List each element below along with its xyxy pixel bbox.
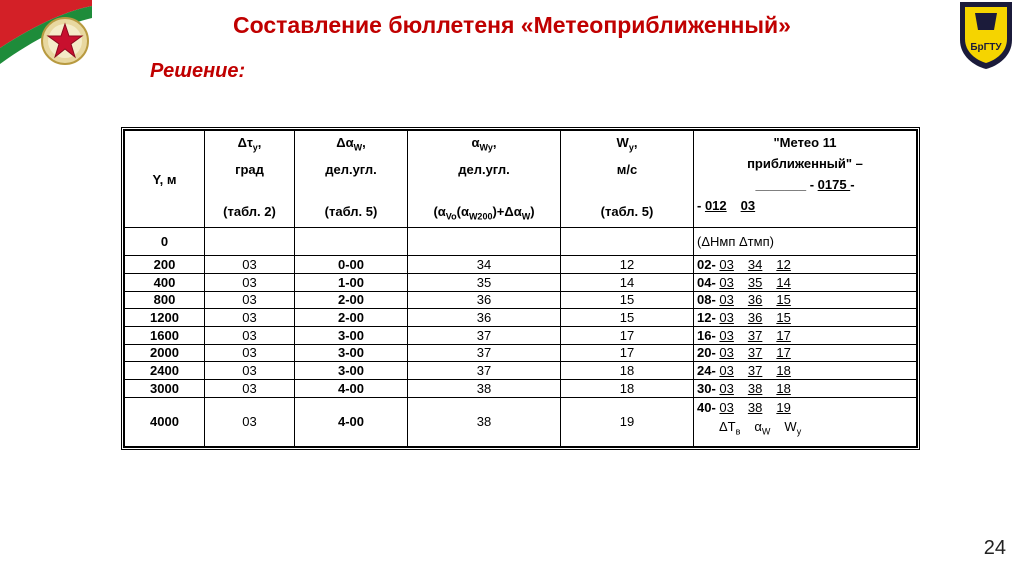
table-row	[125, 291, 917, 309]
table-row	[125, 228, 917, 256]
slide-title: Составление бюллетеня «Метеоприближенный»	[233, 12, 791, 38]
cell-height: 4000	[125, 397, 205, 446]
header-delta-temp: $\Delta\tau_y$, град (табл. 2)	[205, 131, 295, 228]
cell-meteo: 04- 03 35 14	[694, 273, 917, 291]
cell-delta-angle: 3-00	[295, 326, 408, 344]
solution-label: Решение:	[150, 60, 246, 82]
header-meteo-bulletin: "Метео 11 приближенный" – _______ - 0175 - - 012 03	[694, 131, 917, 228]
table-row	[125, 309, 917, 327]
cell-delta-temp: 03	[205, 309, 295, 327]
cell-delta-temp: 03	[205, 397, 295, 446]
table-row	[125, 326, 917, 344]
header-delta-angle: $\Delta\alpha_W$, дел.угл. (табл. 5)	[295, 131, 408, 228]
page-number: 24	[983, 537, 1006, 559]
table-row	[125, 362, 917, 380]
cell-delta-angle: 3-00	[295, 344, 408, 362]
cell-delta-temp: 03	[205, 256, 295, 274]
cell-wind-direction: 36	[408, 291, 561, 309]
table-row	[125, 397, 917, 446]
cell-wind-direction: 37	[408, 362, 561, 380]
cell-delta-temp: 03	[205, 379, 295, 397]
cell-wind-speed: 18	[561, 379, 694, 397]
cell-wind-direction: 38	[408, 379, 561, 397]
cell-delta-angle: 3-00	[295, 362, 408, 380]
cell-wind-speed: 19	[561, 397, 694, 446]
cell-delta-angle: 0-00	[295, 256, 408, 274]
cell-wind-speed: 15	[561, 291, 694, 309]
header-wind-direction: $\alpha_{Wy}$, дел.угл. $(\alpha_{Vo}(\alpha_{W200})+\Delta\alpha_W)$	[408, 131, 561, 228]
cell-meteo: 30- 03 38 18	[694, 379, 917, 397]
cell-height: 200	[125, 256, 205, 274]
header-wind-speed: $W_y$, м/с (табл. 5)	[561, 131, 694, 228]
cell-height: 800	[125, 291, 205, 309]
cell-wind-direction: 38	[408, 397, 561, 446]
cell-height: 400	[125, 273, 205, 291]
cell-wind-speed: 15	[561, 309, 694, 327]
table-row	[125, 256, 917, 274]
cell-height: 1200	[125, 309, 205, 327]
emblem-text: БрГТУ	[970, 42, 1002, 53]
table-header-row	[125, 131, 917, 228]
cell-delta-angle: 1-00	[295, 273, 408, 291]
cell-wind-speed: 17	[561, 344, 694, 362]
cell-delta-angle: 2-00	[295, 291, 408, 309]
cell-height: 3000	[125, 379, 205, 397]
cell-delta-angle: 4-00	[295, 379, 408, 397]
cell-delta-temp: 03	[205, 344, 295, 362]
cell-delta-angle: 2-00	[295, 309, 408, 327]
cell-delta-temp: 03	[205, 362, 295, 380]
cell-meteo: 12- 03 36 15	[694, 309, 917, 327]
cell-wind-direction: 36	[408, 309, 561, 327]
cell-height: 2000	[125, 344, 205, 362]
cell-meteo: 02- 03 34 12	[694, 256, 917, 274]
cell-wind-direction: 37	[408, 326, 561, 344]
cell-delta-temp: 03	[205, 326, 295, 344]
cell-height: 2400	[125, 362, 205, 380]
meteo-table	[121, 127, 920, 450]
header-height: Y, м	[125, 131, 205, 228]
cell-meteo: 08- 03 36 15	[694, 291, 917, 309]
cell-wind-speed: 17	[561, 326, 694, 344]
cell-delta-temp: 03	[205, 291, 295, 309]
cell-wind-direction: 37	[408, 344, 561, 362]
cell-wind-speed: 12	[561, 256, 694, 274]
cell-wind-direction: 34	[408, 256, 561, 274]
cell-meteo: 40- 03 38 19 $\Delta T_в$ $\alpha_W$ $W_y$	[694, 397, 917, 446]
cell-meteo: (ΔНмп Δтмп)	[694, 228, 917, 256]
table-row	[125, 273, 917, 291]
cell-delta-temp: 03	[205, 273, 295, 291]
cell-wind-speed: 14	[561, 273, 694, 291]
cell-wind-direction: 35	[408, 273, 561, 291]
cell-height: 0	[125, 228, 205, 256]
table-row	[125, 379, 917, 397]
cell-meteo: 16- 03 37 17	[694, 326, 917, 344]
cell-meteo: 24- 03 37 18	[694, 362, 917, 380]
cell-delta-angle: 4-00	[295, 397, 408, 446]
table-row	[125, 344, 917, 362]
cell-meteo: 20- 03 37 17	[694, 344, 917, 362]
cell-height: 1600	[125, 326, 205, 344]
cell-wind-speed: 18	[561, 362, 694, 380]
